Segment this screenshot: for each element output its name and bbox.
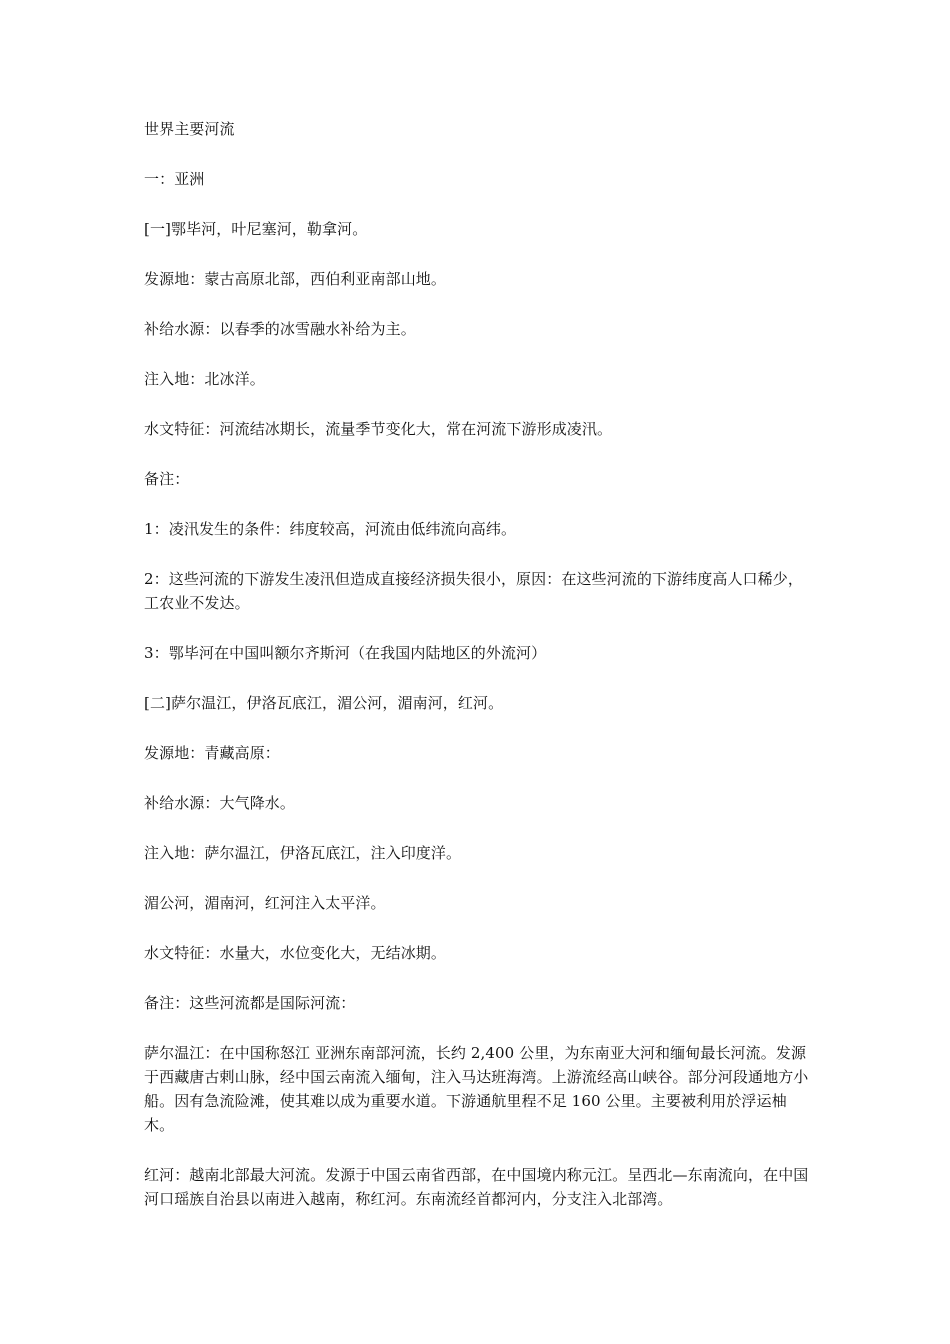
outflow-line-2a: 注入地：萨尔温江，伊洛瓦底江，注入印度洋。 [144, 844, 462, 862]
notes-label-2: 备注：这些河流都是国际河流： [144, 994, 356, 1012]
document-title: 世界主要河流 [144, 120, 235, 138]
section-heading-asia: 一：亚洲 [144, 170, 205, 188]
red-river-paragraph: 红河：越南北部最大河流。发源于中国云南省西部，在中国境内称元江。呈西北—东南流向，在中国河口瑶族自治县以南进入越南，称红河。东南流经首都河内，分支注入北部湾。 [144, 1166, 809, 1208]
hydrology-line-1: 水文特征：河流结冰期长，流量季节变化大，常在河流下游形成凌汛。 [144, 420, 613, 438]
source-line-1: 发源地：蒙古高原北部，西伯利亚南部山地。 [144, 270, 447, 288]
supply-line-1: 补给水源：以春季的冰雪融水补给为主。 [144, 320, 416, 338]
salween-paragraph: 萨尔温江：在中国称怒江 亚洲东南部河流，长约 2,400 公里，为东南亚大河和缅甸最长河流。发源于西藏唐古剌山脉，经中国云南流入缅甸，注入马达班海湾。上游流经高山峡谷。部分河段通地方小船。因有急流险滩，使其难以成为重要水道。下游通航里程不足 160 公里。主要被利用於浮运柚木。 [144, 1044, 809, 1134]
hydrology-line-2: 水文特征：水量大，水位变化大，无结冰期。 [144, 944, 447, 962]
supply-line-2: 补给水源：大气降水。 [144, 794, 296, 812]
river-group-heading-2: [二]萨尔温江，伊洛瓦底江，湄公河，湄南河，红河。 [144, 694, 504, 712]
document-body [144, 117, 812, 1237]
note-item-3: 3：鄂毕河在中国叫额尔齐斯河（在我国内陆地区的外流河） [144, 644, 547, 662]
outflow-line-1: 注入地：北冰洋。 [144, 370, 265, 388]
river-group-heading-1: [一]鄂毕河，叶尼塞河，勒拿河。 [144, 220, 368, 238]
source-line-2: 发源地：青藏高原： [144, 744, 280, 762]
note-item-1: 1：凌汛发生的条件：纬度较高，河流由低纬流向高纬。 [144, 520, 517, 538]
outflow-line-2b: 湄公河，湄南河，红河注入太平洋。 [144, 894, 386, 912]
note-item-2: 2：这些河流的下游发生凌汛但造成直接经济损失很小，原因：在这些河流的下游纬度高人口稀少，工农业不发达。 [144, 570, 803, 612]
notes-label-1: 备注： [144, 470, 190, 488]
